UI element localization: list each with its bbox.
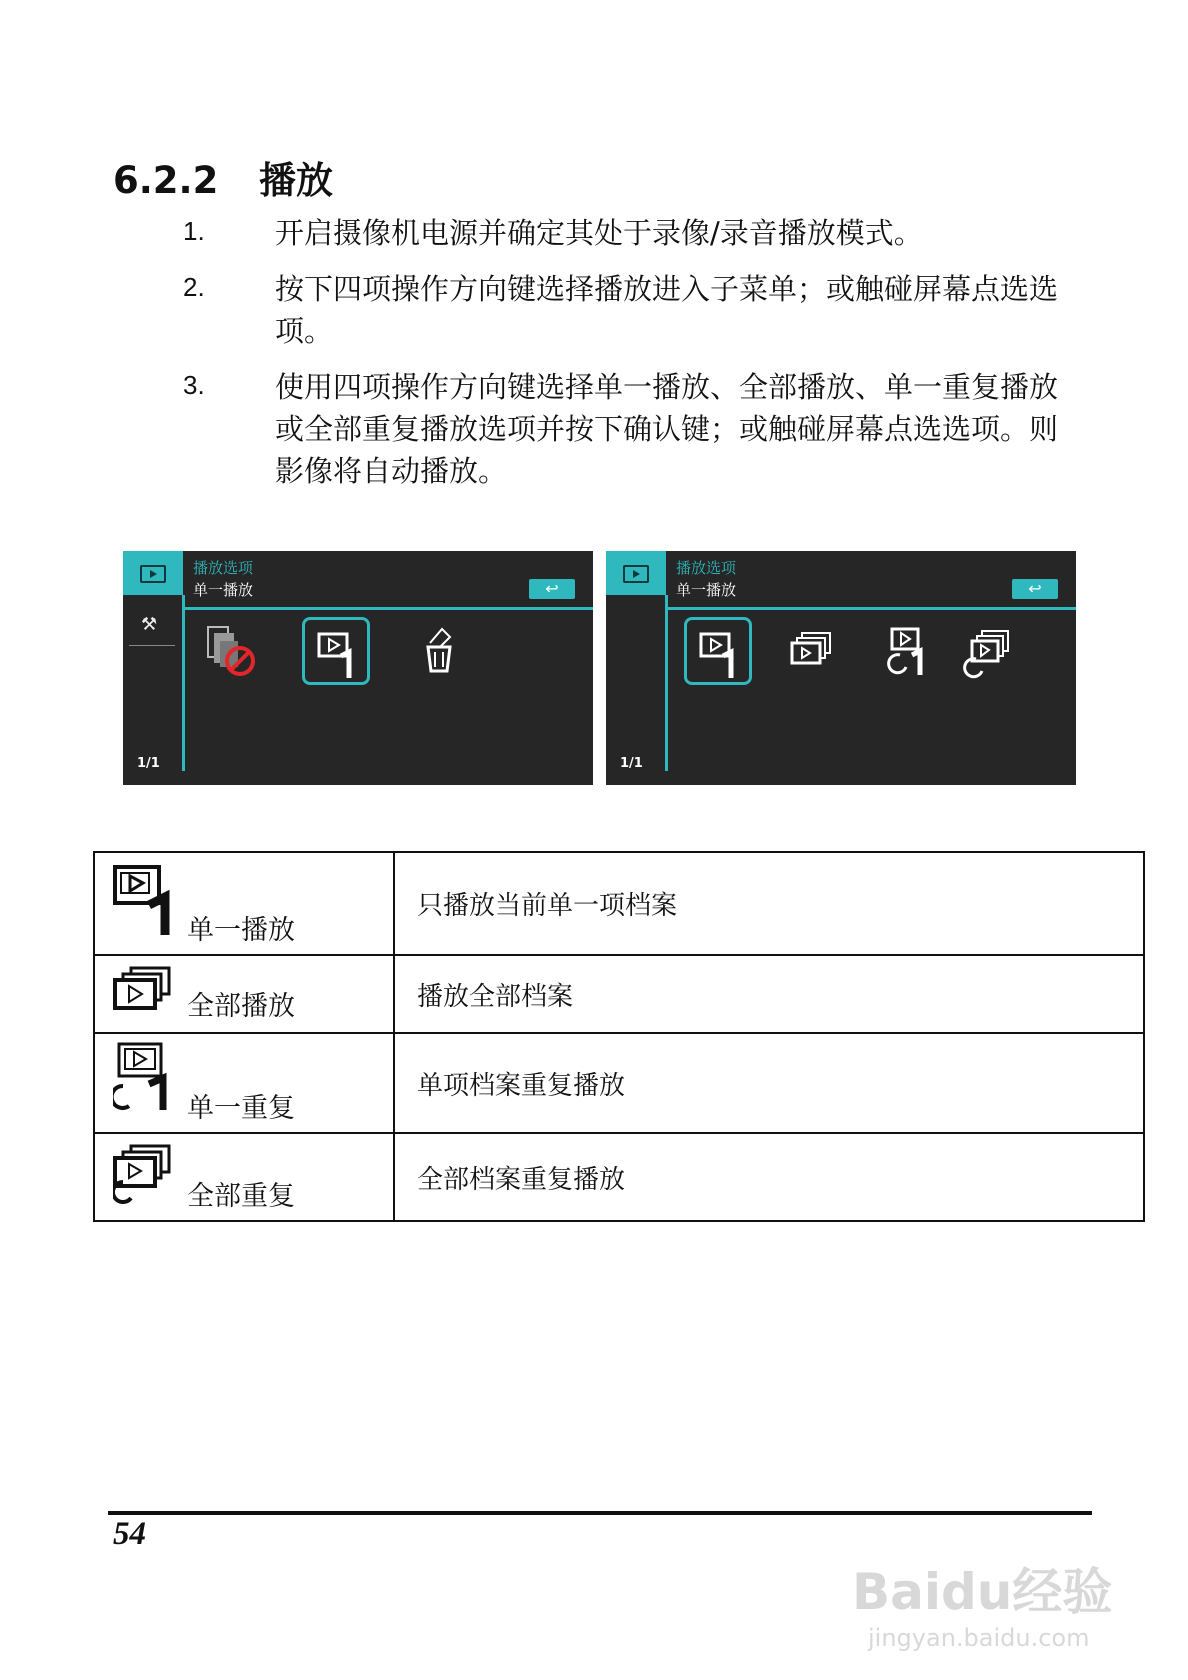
all-play-icon[interactable] xyxy=(778,617,846,685)
menu-subtitle: 单一播放 xyxy=(676,581,737,599)
all-play-icon xyxy=(113,966,173,1020)
table-row xyxy=(94,955,1144,1033)
table-row xyxy=(94,1133,1144,1221)
divider xyxy=(183,607,593,610)
menu-title: 播放选项 xyxy=(193,559,254,577)
divider xyxy=(666,607,1076,610)
playback-mode-tab[interactable] xyxy=(606,551,666,595)
section-heading: 播放 xyxy=(259,159,333,202)
option-cell xyxy=(94,852,394,955)
single-repeat-icon xyxy=(113,1042,173,1116)
option-cell xyxy=(94,1033,394,1133)
step-number: 1. xyxy=(183,216,205,246)
steps-list xyxy=(183,212,1083,506)
step-text: 使用四项操作方向键选择单一播放、全部播放、单一重复播放或全部重复播放选项并按下确认键；或触碰屏幕点选选项。则影像将自动播放。 xyxy=(275,370,1059,488)
wrench-icon[interactable]: ⚒ xyxy=(141,614,158,635)
all-repeat-icon xyxy=(113,1144,173,1208)
page-number: 54 xyxy=(113,1516,146,1552)
option-cell xyxy=(94,955,394,1033)
option-description: 只播放当前单一项档案 xyxy=(394,852,1144,955)
step-item xyxy=(183,212,1083,254)
option-label: 单一重复 xyxy=(187,1093,295,1124)
return-icon[interactable]: ↩ xyxy=(1012,579,1058,599)
divider xyxy=(129,645,175,646)
menu-title: 播放选项 xyxy=(676,559,737,577)
footer-rule xyxy=(108,1511,1092,1515)
single-play-icon[interactable] xyxy=(302,617,370,685)
step-number: 2. xyxy=(183,272,205,302)
delete-icon[interactable] xyxy=(406,617,474,685)
playback-icon xyxy=(140,565,166,583)
option-description: 全部档案重复播放 xyxy=(394,1133,1144,1221)
single-play-icon xyxy=(113,865,173,941)
playback-mode-tab[interactable] xyxy=(123,551,183,595)
table-row xyxy=(94,852,1144,955)
option-label: 全部重复 xyxy=(187,1181,295,1212)
section-number: 6.2.2 xyxy=(113,159,219,202)
protect-off-icon[interactable] xyxy=(198,617,266,685)
option-description: 播放全部档案 xyxy=(394,955,1144,1033)
watermark-url: jingyan.baidu.com xyxy=(868,1624,1090,1652)
single-play-icon[interactable] xyxy=(684,617,752,685)
page-indicator: 1/1 xyxy=(137,756,160,771)
divider xyxy=(182,595,185,771)
step-text: 按下四项操作方向键选择播放进入子菜单；或触碰屏幕点选选项。 xyxy=(275,272,1059,348)
table-row xyxy=(94,1033,1144,1133)
camera-screen-2 xyxy=(606,551,1076,785)
step-item xyxy=(183,268,1083,352)
camera-screen-1 xyxy=(123,551,593,785)
section-title xyxy=(113,150,333,204)
watermark-brand: Baidu经验 xyxy=(852,1563,1113,1621)
option-label: 全部播放 xyxy=(187,991,295,1022)
menu-subtitle: 单一播放 xyxy=(193,581,254,599)
step-number: 3. xyxy=(183,370,205,400)
page-indicator: 1/1 xyxy=(620,756,643,771)
step-item xyxy=(183,366,1083,492)
divider xyxy=(665,595,668,771)
step-text: 开启摄像机电源并确定其处于录像/录音播放模式。 xyxy=(275,216,923,250)
option-description: 单项档案重复播放 xyxy=(394,1033,1144,1133)
playback-icon xyxy=(623,565,649,583)
option-cell xyxy=(94,1133,394,1221)
watermark xyxy=(852,1540,1142,1660)
option-label: 单一播放 xyxy=(187,915,295,946)
all-repeat-icon[interactable] xyxy=(956,617,1024,685)
options-table xyxy=(93,851,1145,1222)
return-icon[interactable]: ↩ xyxy=(529,579,575,599)
single-repeat-icon[interactable] xyxy=(876,617,944,685)
